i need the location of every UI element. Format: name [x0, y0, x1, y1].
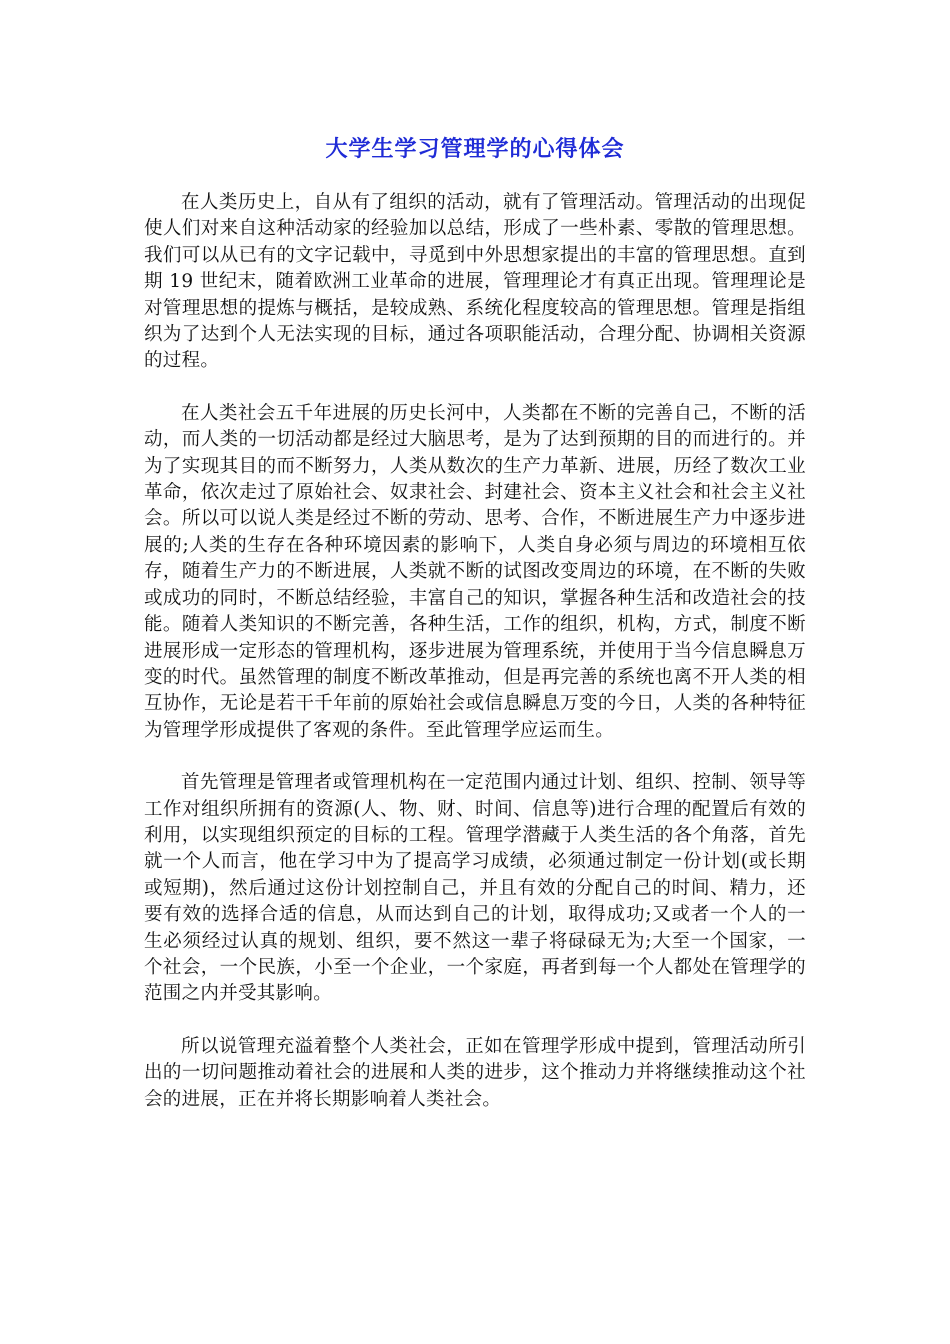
- paragraph-1: 在人类历史上，自从有了组织的活动，就有了管理活动。管理活动的出现促使人们对来自这种活动家的经验加以总结，形成了一些朴素、零散的管理思想。我们可以从已有的文字记载中，寻觅到中外思想家提出的丰富的管理思想。直到期 19 世纪末，随着欧洲工业革命的进展，管理理论才有真正出现。管理理论是对管理思想的提炼与概括，是较成熟、系统化程度较高的管理思想。管理是指组织为了达到个人无法实现的目标，通过各项职能活动，合理分配、协调相关资源的过程。: [144, 192, 806, 372]
- document-page: [144, 130, 806, 1139]
- paragraph-2: 在人类社会五千年进展的历史长河中，人类都在不断的完善自己，不断的活动，而人类的一切活动都是经过大脑思考，是为了达到预期的目的而进行的。并为了实现其目的而不断努力，人类从数次的生产力革新、进展，历经了数次工业革命，依次走过了原始社会、奴隶社会、封建社会、资本主义社会和社会主义社会。所以可以说人类是经过不断的劳动、思考、合作，不断进展生产力中逐步进展的;人类的生存在各种环境因素的影响下，人类自身必须与周边的环境相互依存，随着生产力的不断进展，人类就不断的试图改变周边的环境，在不断的失败或成功的同时，不断总结经验，丰富自己的知识，掌握各种生活和改造社会的技能。随着人类知识的不断完善，各种生活，工作的组织，机构，方式，制度不断进展形成一定形态的管理机构，逐步进展为管理系统，并使用于当今信息瞬息万变的时代。虽然管理的制度不断改革推动，但是再完善的系统也离不开人类的相互协作，无论是若干千年前的原始社会或信息瞬息万变的今日，人类的各种特征为管理学形成提供了客观的条件。至此管理学应运而生。: [144, 402, 806, 741]
- document-title: 大学生学习管理学的心得体会: [325, 137, 625, 162]
- paragraph-4: 所以说管理充溢着整个人类社会，正如在管理学形成中提到，管理活动所引出的一切问题推动着社会的进展和人类的进步，这个推动力并将继续推动这个社会的进展，正在并将长期影响着人类社会。: [144, 1035, 806, 1110]
- paragraph-3: 首先管理是管理者或管理机构在一定范围内通过计划、组织、控制、领导等工作对组织所拥有的资源(人、物、财、时间、信息等)进行合理的配置后有效的利用，以实现组织预定的目标的工程。管理学潜藏于人类生活的各个角落，首先就一个人而言，他在学习中为了提高学习成绩，必须通过制定一份计划(或长期或短期)，然后通过这份计划控制自己，并且有效的分配自己的时间、精力，还要有效的选择合适的信息，从而达到自己的计划，取得成功;又或者一个人的一生必须经过认真的规划、组织，要不然这一辈子将碌碌无为;大至一个国家，一个社会，一个民族，小至一个企业，一个家庭，再者到每一个人都处在管理学的范围之内并受其影响。: [144, 772, 806, 1005]
